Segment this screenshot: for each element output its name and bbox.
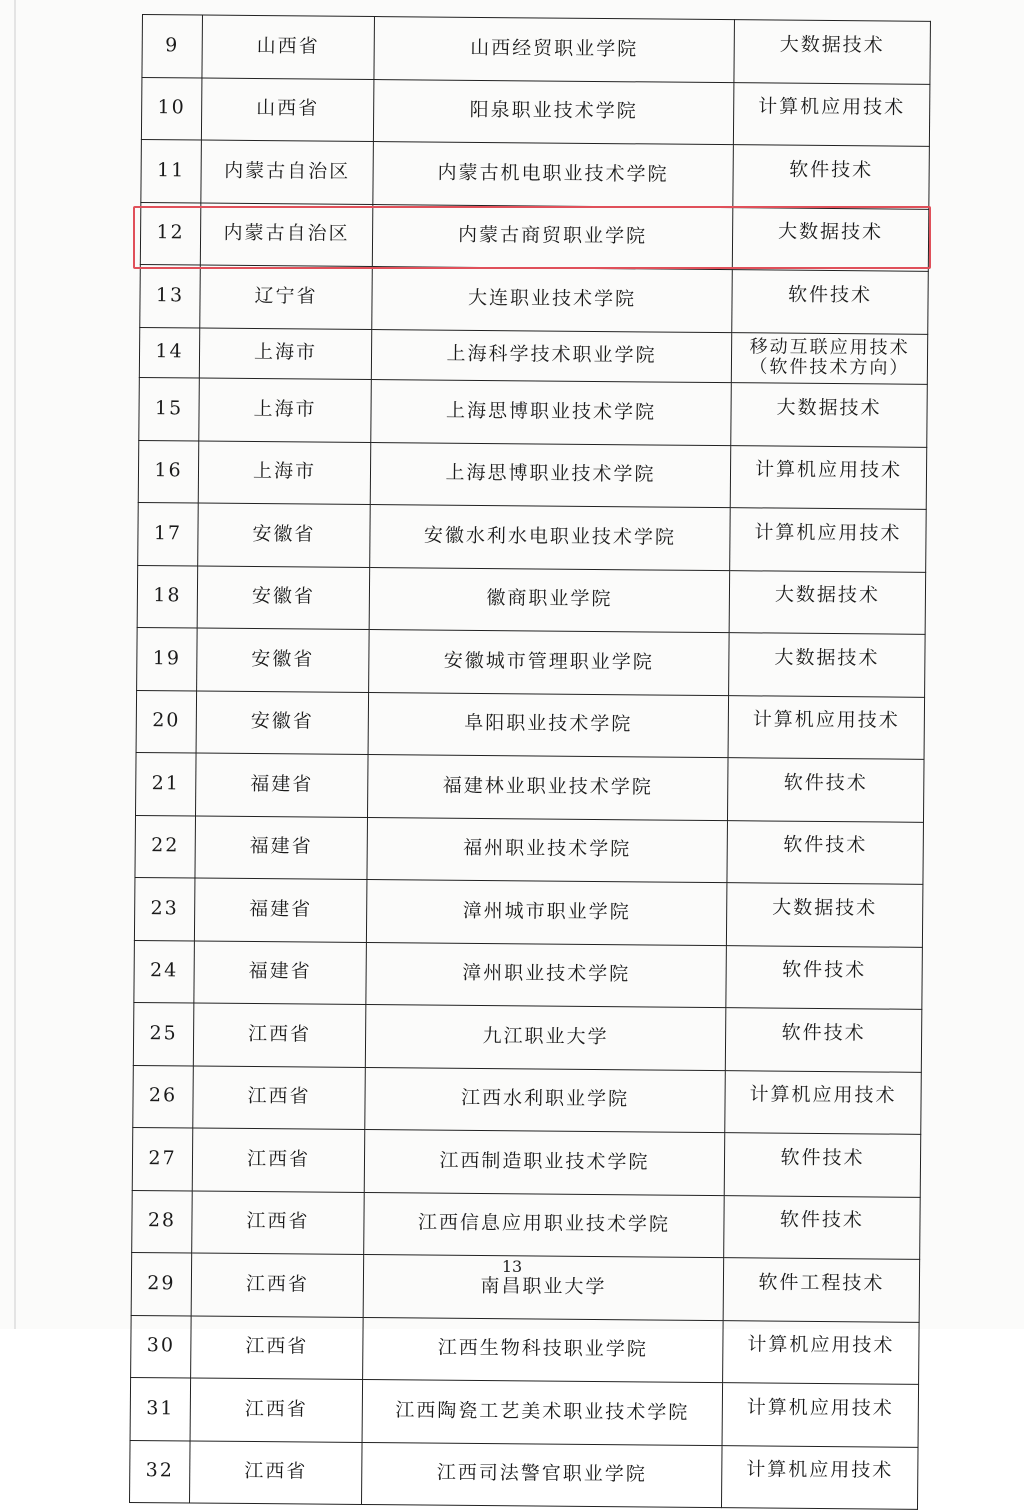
- row-number: 12: [140, 202, 201, 265]
- school-cell: 福建林业职业技术学院: [368, 755, 729, 821]
- major-cell: 计算机应用技术: [733, 82, 930, 146]
- row-number: 16: [138, 440, 199, 503]
- province-cell: 内蒙古自治区: [201, 140, 374, 204]
- province-cell: 江西省: [191, 1315, 364, 1379]
- province-cell: 江西省: [191, 1253, 364, 1317]
- major-cell: 大数据技术: [732, 207, 929, 271]
- major-cell: 计算机应用技术: [730, 508, 927, 572]
- major-cell: 大数据技术: [734, 20, 931, 84]
- province-cell: 江西省: [192, 1128, 365, 1192]
- province-cell: 江西省: [193, 1003, 366, 1067]
- major-cell: 大数据技术: [729, 570, 926, 634]
- province-cell: 福建省: [196, 753, 369, 817]
- scan-edge: [14, 0, 16, 1329]
- major-cell: 计算机应用技术: [722, 1383, 919, 1447]
- major-cell: 移动互联应用技术（软件技术方向）: [731, 332, 927, 384]
- major-cell: 软件技术: [726, 945, 923, 1009]
- major-cell: 计算机应用技术: [721, 1445, 918, 1509]
- row-number: 25: [133, 1002, 194, 1065]
- province-cell: 山西省: [201, 78, 374, 142]
- row-number: 24: [134, 940, 195, 1003]
- table-row-highlighted: [140, 264, 929, 333]
- table-row: [136, 752, 925, 821]
- table-row: [134, 877, 923, 946]
- school-cell: 江西司法警官职业学院: [362, 1442, 723, 1508]
- major-cell: 计算机应用技术: [728, 695, 925, 759]
- major-cell: 软件技术: [732, 270, 929, 334]
- major-cell: 软件技术: [733, 145, 930, 209]
- school-cell: 上海科学技术职业学院: [371, 329, 731, 383]
- major-cell: 计算机应用技术: [725, 1070, 922, 1134]
- school-cell: 江西制造职业技术学院: [364, 1129, 725, 1195]
- school-cell: 安徽水利水电职业技术学院: [370, 505, 731, 571]
- province-cell: 福建省: [194, 940, 367, 1004]
- school-cell: 福州职业技术学院: [367, 817, 728, 883]
- table-row: [136, 690, 925, 759]
- school-cell: 江西陶瓷工艺美术职业技术学院: [362, 1379, 723, 1445]
- major-cell: 软件技术: [725, 1008, 922, 1072]
- school-cell: 内蒙古机电职业技术学院: [373, 142, 734, 208]
- school-cell: 南昌职业大学: [363, 1254, 724, 1320]
- table-row: [137, 627, 926, 696]
- table-row: [139, 377, 928, 446]
- school-cell: 江西水利职业学院: [365, 1067, 726, 1133]
- row-number: 21: [136, 752, 197, 815]
- table-row: [130, 1377, 919, 1446]
- row-number: 32: [130, 1440, 191, 1503]
- province-cell: 江西省: [190, 1440, 363, 1504]
- row-number: 27: [132, 1127, 193, 1190]
- school-cell: 徽商职业学院: [369, 567, 730, 633]
- table-row: [139, 327, 927, 384]
- table-row: [141, 139, 930, 208]
- major-cell: 大数据技术: [729, 633, 926, 697]
- school-cell: 阜阳职业技术学院: [368, 692, 729, 758]
- row-number: 22: [135, 815, 196, 878]
- table-body: [130, 15, 931, 1510]
- row-number: 10: [141, 77, 202, 140]
- table-row: [131, 1315, 920, 1384]
- major-cell: 大数据技术: [726, 883, 923, 947]
- row-number: 30: [131, 1315, 192, 1378]
- province-cell: 安徽省: [197, 566, 370, 630]
- table-row: [141, 77, 930, 146]
- school-cell: 安徽城市管理职业学院: [369, 630, 730, 696]
- major-cell: 大数据技术: [731, 383, 928, 447]
- row-number: 17: [138, 502, 199, 565]
- table-row: [132, 1127, 921, 1196]
- province-cell: 内蒙古自治区: [200, 203, 373, 267]
- province-cell: 辽宁省: [200, 265, 373, 329]
- province-cell: 江西省: [193, 1065, 366, 1129]
- province-cell: 江西省: [190, 1378, 363, 1442]
- province-cell: 福建省: [195, 815, 368, 879]
- province-cell: 上海市: [199, 378, 372, 442]
- school-cell: 阳泉职业技术学院: [373, 79, 734, 145]
- province-cell: 安徽省: [198, 503, 371, 567]
- province-cell: 安徽省: [197, 628, 370, 692]
- school-cell: 漳州城市职业学院: [366, 879, 727, 945]
- row-number: 26: [133, 1065, 194, 1128]
- school-cell: 上海思博职业技术学院: [371, 380, 732, 446]
- table-row: [137, 565, 926, 634]
- province-cell: 安徽省: [196, 691, 369, 755]
- school-cell: 山西经贸职业学院: [374, 17, 735, 83]
- school-cell: 江西信息应用职业技术学院: [364, 1192, 725, 1258]
- row-number: 28: [132, 1190, 193, 1253]
- row-number: 29: [131, 1252, 192, 1315]
- major-cell: 计算机应用技术: [723, 1320, 920, 1384]
- table-row: [130, 1440, 919, 1509]
- row-number: 9: [142, 15, 203, 78]
- row-number: 31: [130, 1377, 191, 1440]
- major-cell: 软件技术: [724, 1195, 921, 1259]
- table-row: [138, 440, 927, 509]
- school-cell: 大连职业技术学院: [372, 267, 733, 333]
- table-row: [140, 202, 929, 271]
- row-number: 14: [139, 327, 199, 378]
- table-row: [138, 502, 927, 571]
- province-cell: 山西省: [202, 15, 375, 79]
- row-number: 15: [139, 377, 200, 440]
- table-row: [133, 1065, 922, 1134]
- major-cell: 软件工程技术: [723, 1258, 920, 1322]
- table-row: [134, 940, 923, 1009]
- major-cell: 软件技术: [724, 1133, 921, 1197]
- province-cell: 福建省: [194, 878, 367, 942]
- major-cell: 软件技术: [727, 758, 924, 822]
- row-number: 23: [134, 877, 195, 940]
- institution-table: [129, 14, 931, 1510]
- school-cell: 江西生物科技职业学院: [363, 1317, 724, 1383]
- row-number: 11: [141, 139, 202, 202]
- row-number: 19: [137, 627, 198, 690]
- school-cell: 漳州职业技术学院: [366, 942, 727, 1008]
- row-number: 18: [137, 565, 198, 628]
- province-cell: 江西省: [192, 1190, 365, 1254]
- table-row: [132, 1190, 921, 1259]
- school-cell: 九江职业大学: [365, 1004, 726, 1070]
- major-cell: 软件技术: [727, 820, 924, 884]
- major-cell: 计算机应用技术: [730, 445, 927, 509]
- row-number: 20: [136, 690, 197, 753]
- table-row: [135, 815, 924, 884]
- table-row: [133, 1002, 922, 1071]
- province-cell: 上海市: [198, 441, 371, 505]
- table-row: [142, 15, 931, 84]
- province-cell: 上海市: [199, 328, 371, 380]
- page-number: 13: [501, 1257, 523, 1276]
- row-number: 13: [140, 264, 201, 327]
- school-cell: 内蒙古商贸职业学院: [372, 204, 733, 270]
- school-cell: 上海思博职业技术学院: [370, 442, 731, 508]
